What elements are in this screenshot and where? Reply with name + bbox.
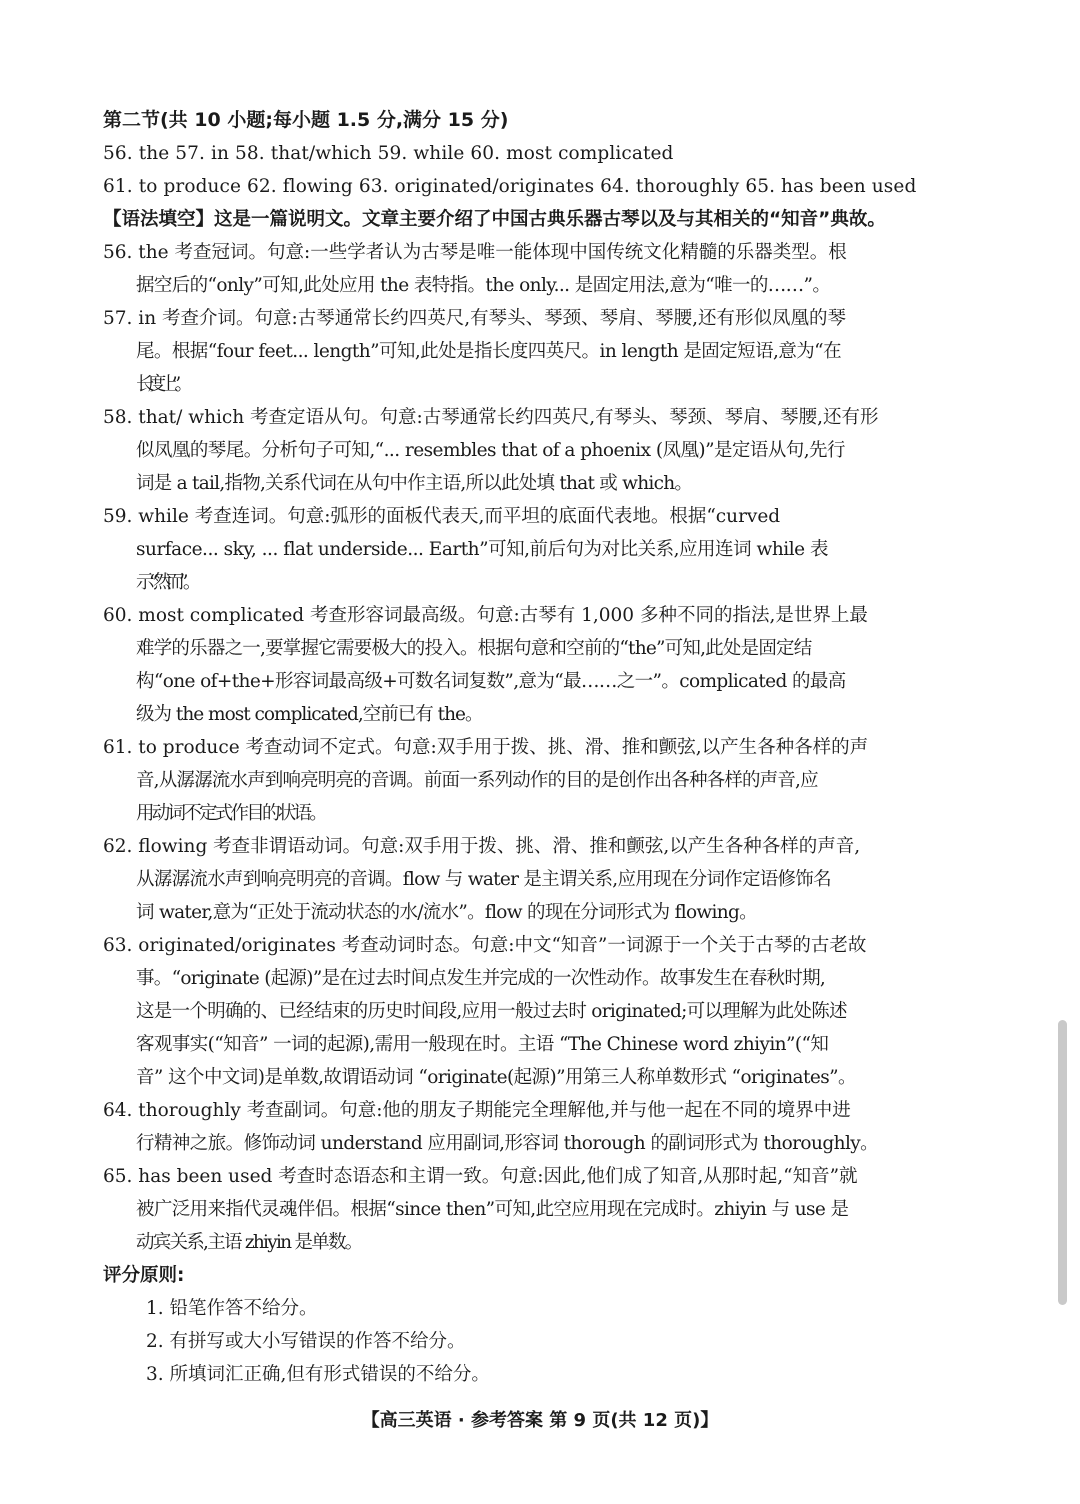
explanation-line: 词 water,意为“正处于流动状态的水/流水”。flow 的现在分词形式为 flowing。 [136, 902, 757, 923]
answer-key-line-1: 56. the 57. in 58. that/which 59. while 60. most complicated [103, 143, 674, 164]
answer-page [103, 104, 981, 1391]
explanation-line: 构“one of+the+形容词最高级+可数名词复数”,意为“最……之一”。complicated 的最高 [136, 671, 846, 692]
explanation-first-line: 60. most complicated 考查形容词最高级。句意:古琴有 1,000 多种不同的指法,是世界上最 [103, 605, 868, 626]
explanation-line: 词是 a tail,指物,关系代词在从句中作主语,所以此处填 that 或 which。 [136, 473, 693, 494]
explanation-list [103, 236, 981, 1259]
explanation-line: 似凤凰的琴尾。分析句子可知,“... resembles that of a phoenix (凤凰)”是定语从句,先行 [136, 440, 845, 461]
page-footer: 【高三英语 · 参考答案 第 9 页(共 12 页)】 [361, 1410, 719, 1431]
rubric-title: 评分原则: [103, 1265, 185, 1286]
passage-intro: 【语法填空】这是一篇说明文。文章主要介绍了中国古典乐器古琴以及与其相关的“知音”典故。 [103, 209, 886, 230]
explanation-item [103, 731, 981, 830]
explanation-line: 长度上”。 [136, 374, 187, 395]
explanation-first-line: 57. in 考查介词。句意:古琴通常长约四英尺,有琴头、琴颈、琴肩、琴腰,还有形似凤凰的琴 [103, 308, 847, 329]
explanation-item [103, 830, 981, 929]
rubric-item: 2. 有拼写或大小写错误的作答不给分。 [146, 1331, 466, 1352]
explanation-line: 据空后的“only”可知,此处应用 the 表特指。the only... 是固定用法,意为“唯一的……”。 [136, 275, 831, 296]
explanation-line: 被广泛用来指代灵魂伴侣。根据“since then”可知,此空应用现在完成时。zhiyin 与 use 是 [136, 1199, 849, 1220]
explanation-item [103, 236, 981, 302]
explanation-line: 难学的乐器之一,要掌握它需要极大的投入。根据句意和空前的“the”可知,此处是固定结 [136, 638, 812, 659]
explanation-line: 音,从潺潺流水声到响亮明亮的音调。前面一系列动作的目的是创作出各种各样的声音,应 [136, 770, 818, 791]
explanation-item [103, 1094, 981, 1160]
rubric-item: 3. 所填词汇正确,但有形式错误的不给分。 [146, 1364, 490, 1385]
explanation-line: 音” 这个中文词)是单数,故谓语动词 “originate(起源)”用第三人称单数形式 “originates”。 [136, 1067, 856, 1088]
rubric-item: 1. 铅笔作答不给分。 [146, 1298, 318, 1319]
explanation-line: 用动词不定式作目的状语。 [136, 803, 326, 824]
explanation-first-line: 62. flowing 考查非谓语动词。句意:双手用于拨、挑、滑、推和颤弦,以产生各种各样的声音, [103, 836, 861, 857]
explanation-line: 动宾关系,主语 zhiyin 是单数。 [136, 1232, 362, 1253]
explanation-item [103, 401, 981, 500]
answer-key-line-2: 61. to produce 62. flowing 63. originated/originates 64. thoroughly 65. has been used [103, 176, 917, 197]
explanation-first-line: 63. originated/originates 考查动词时态。句意:中文“知音”一词源于一个关于古琴的古老故 [103, 935, 867, 956]
explanation-line: 从潺潺流水声到响亮明亮的音调。flow 与 water 是主谓关系,应用现在分词作定语修饰名 [136, 869, 831, 890]
explanation-item [103, 1160, 981, 1259]
explanation-line: 级为 the most complicated,空前已有 the。 [136, 704, 483, 725]
explanation-line: 尾。根据“four feet... length”可知,此处是指长度四英尺。in length 是固定短语,意为“在 [136, 341, 841, 362]
explanation-item [103, 500, 981, 599]
explanation-first-line: 65. has been used 考查时态语态和主谓一致。句意:因此,他们成了知音,从那时起,“知音”就 [103, 1166, 858, 1187]
explanation-first-line: 56. the 考查冠词。句意:一些学者认为古琴是唯一能体现中国传统文化精髓的乐器类型。根 [103, 242, 847, 263]
explanation-line: 客观事实(“知音” 一词的起源),需用一般现在时。主语 “The Chinese word zhiyin”(“知 [136, 1034, 829, 1055]
explanation-item [103, 302, 981, 401]
explanation-line: surface... sky, ... flat underside... Earth”可知,前后句为对比关系,应用连词 while 表 [136, 539, 829, 560]
explanation-first-line: 61. to produce 考查动词不定式。句意:双手用于拨、挑、滑、推和颤弦,以产生各种各样的声 [103, 737, 869, 758]
scrollbar-thumb[interactable] [1058, 1020, 1067, 1305]
explanation-first-line: 58. that/ which 考查定语从句。句意:古琴通常长约四英尺,有琴头、琴颈、琴肩、琴腰,还有形 [103, 407, 879, 428]
explanation-item [103, 929, 981, 1094]
explanation-first-line: 59. while 考查连词。句意:弧形的面板代表天,而平坦的底面代表地。根据“curved [103, 506, 781, 527]
explanation-line: 这是一个明确的、已经结束的历史时间段,应用一般过去时 originated;可以理解为此处陈述 [136, 1001, 847, 1022]
explanation-line: 示“然而”。 [136, 572, 196, 593]
explanation-first-line: 64. thoroughly 考查副词。句意:他的朋友子期能完全理解他,并与他一起在不同的境界中进 [103, 1100, 851, 1121]
explanation-item [103, 599, 981, 731]
explanation-line: 事。“originate (起源)”是在过去时间点发生并完成的一次性动作。故事发生在春秋时期, [136, 968, 826, 989]
explanation-line: 行精神之旅。修饰动词 understand 应用副词,形容词 thorough 的副词形式为 thoroughly。 [136, 1133, 879, 1154]
section-heading: 第二节(共 10 小题;每小题 1.5 分,满分 15 分) [103, 109, 509, 131]
